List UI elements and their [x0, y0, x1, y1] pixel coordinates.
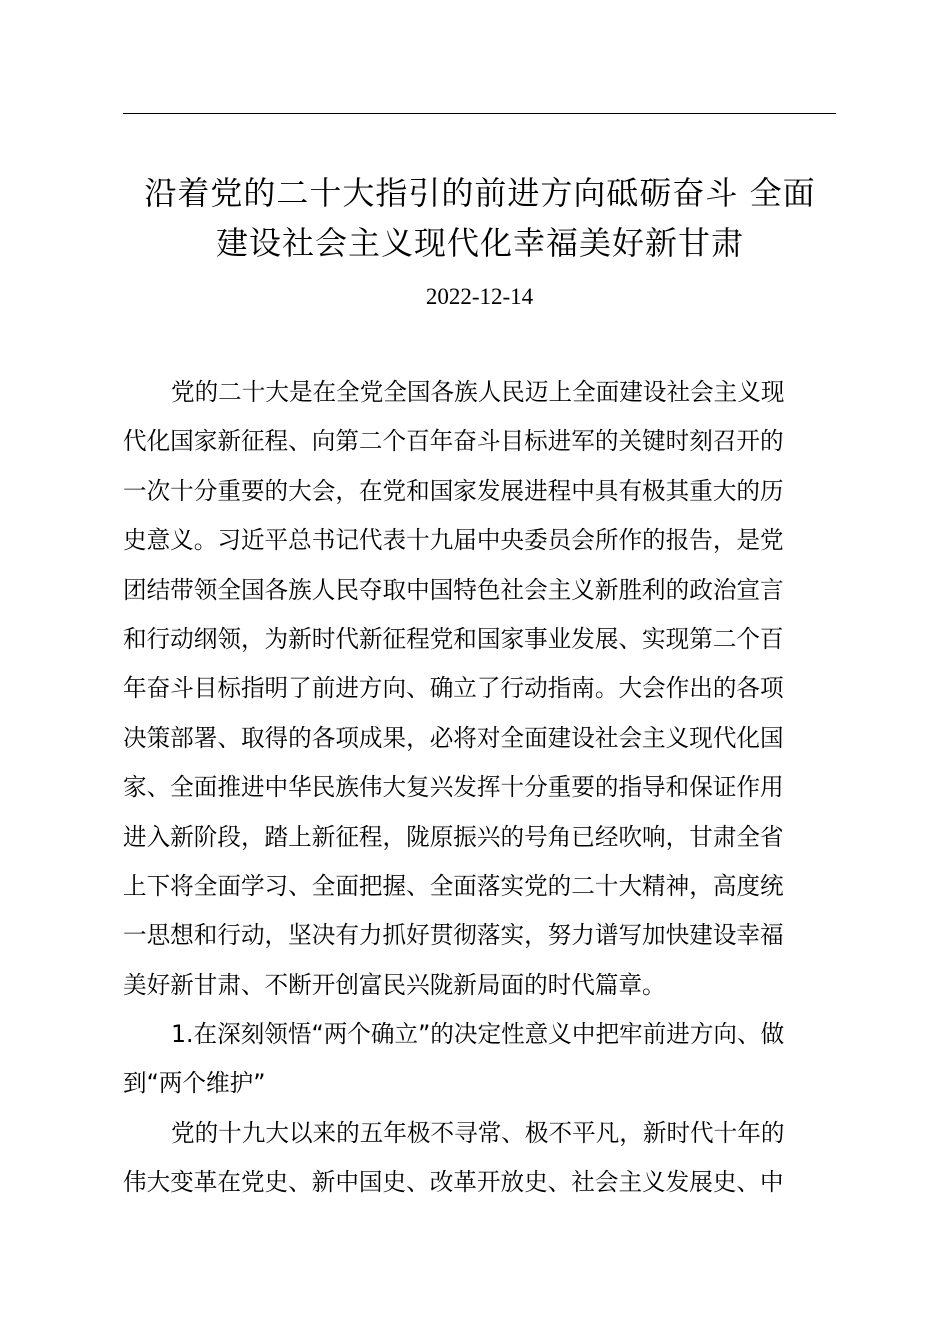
body-line: 决策部署、取得的各项成果，必将对全面建设社会主义现代化国: [123, 723, 784, 752]
body-line: 家、全面推进中华民族伟大复兴发挥十分重要的指导和保证作用: [123, 773, 784, 802]
body-line: 团结带领全国各族人民夺取中国特色社会主义新胜利的政治宣言: [123, 575, 784, 604]
body-line: 史意义。习近平总书记代表十九届中央委员会所作的报告，是党: [123, 526, 784, 555]
section-heading-line: 到“两个维护”: [123, 1069, 266, 1098]
body-line: 党的十九大以来的五年极不寻常、极不平凡，新时代十年的: [171, 1118, 785, 1147]
body-line: 伟大变革在党史、新中国史、改革开放史、社会主义发展史、中: [123, 1168, 784, 1197]
body-line: 代化国家新征程、向第二个百年奋斗目标进军的关键时刻召开的: [123, 427, 784, 456]
body-line: 一思想和行动，坚决有力抓好贯彻落实，努力谱写加快建设幸福: [123, 921, 784, 950]
header-rule: [123, 113, 836, 114]
body-line: 和行动纲领，为新时代新征程党和国家事业发展、实现第二个百: [123, 624, 784, 653]
body-line: 进入新阶段，踏上新征程，陇原振兴的号角已经吹响，甘肃全省: [123, 822, 784, 851]
body-line: 一次十分重要的大会，在党和国家发展进程中具有极其重大的历: [123, 476, 784, 505]
title-line-2: 建设社会主义现代化幸福美好新甘肃: [215, 224, 744, 262]
body-line: 美好新甘肃、不断开创富民兴陇新局面的时代篇章。: [123, 970, 666, 999]
document-title: [110, 168, 850, 268]
body-line: 党的二十大是在全党全国各族人民迈上全面建设社会主义现: [171, 378, 785, 406]
body-line: 年奋斗目标指明了前进方向、确立了行动指南。大会作出的各项: [123, 674, 784, 703]
title-line-1: 沿着党的二十大指引的前进方向砥砺奋斗 全面: [144, 174, 816, 212]
section-heading-line: 1.在深刻领悟“两个确立”的决定性意义中把牢前进方向、做: [171, 1020, 785, 1049]
body-line: 上下将全面学习、全面把握、全面落实党的二十大精神，高度统: [123, 871, 784, 900]
document-body: [123, 368, 843, 1208]
document-date: 2022-12-14: [425, 284, 534, 309]
